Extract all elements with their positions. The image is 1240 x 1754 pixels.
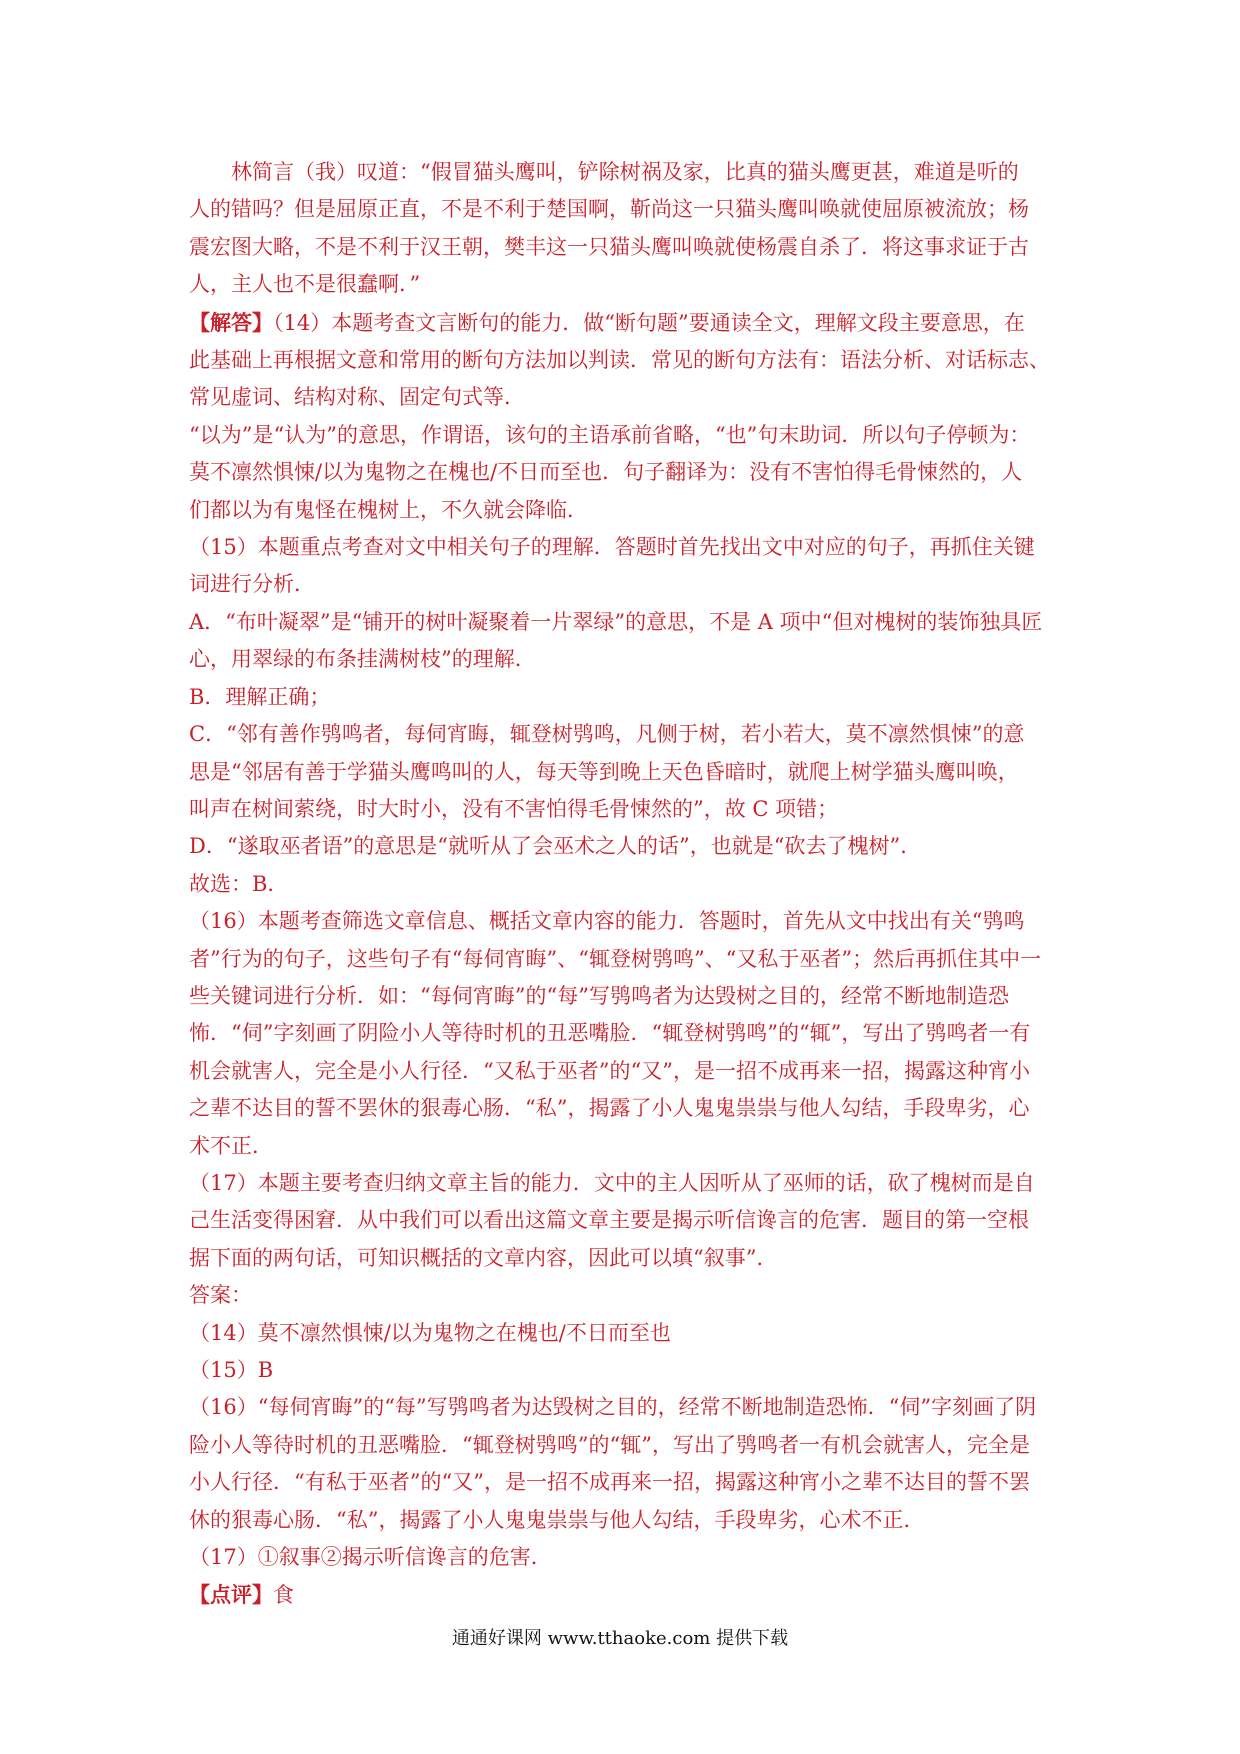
text-line: 据下面的两句话，可知识概括的文章内容，因此可以填“叙事”． xyxy=(189,1245,778,1270)
text-line: 震宏图大略，不是不利于汉王朝，樊丰这一只猫头鹰叫唤就使杨震自杀了．将这事求证于古 xyxy=(189,234,1029,259)
text-line: 故选：B． xyxy=(189,871,289,896)
text-line: B．理解正确； xyxy=(189,684,331,709)
text-line: 词进行分析． xyxy=(189,572,315,597)
answers-heading: 答案： xyxy=(189,1283,252,1308)
text-line: 者”行为的句子，这些句子有“每伺宵晦”、“辄登树鸮鸣”、“又私于巫者”；然后再抓住其中一 xyxy=(189,946,1042,971)
text-line: （14）莫不凛然惧悚/以为鬼物之在槐也/不日而至也 xyxy=(189,1320,671,1345)
jieda-label: 【解答】 xyxy=(189,309,273,335)
page-footer: 通通好课网 www.tthaoke.com 提供下载 xyxy=(451,1628,789,1649)
text-line: 小人行径．“有私于巫者”的“又”，是一招不成再来一招，揭露这种宵小之辈不达目的誓不罢 xyxy=(189,1470,1030,1495)
answer-q14 xyxy=(189,304,1059,529)
text-line: （17）①叙事②揭示听信谗言的危害． xyxy=(189,1545,552,1570)
document-body xyxy=(189,154,1059,1615)
text-line: 常见虚词、结构对称、固定句式等． xyxy=(189,385,525,410)
text-line: 林简言（我）叹道：“假冒猫头鹰叫，铲除树祸及家，比真的猫头鹰更甚，难道是听的 xyxy=(231,160,1019,184)
text-line: 莫不凛然惧悚/以为鬼物之在槐也/不日而至也．句子翻译为：没有不害怕得毛骨悚然的，人 xyxy=(189,460,1023,485)
text-line xyxy=(189,304,1059,342)
text-line: C．“邻有善作鸮鸣者，每伺宵晦，辄登树鸮鸣，凡侧于树，若小若大，莫不凛然惧悚”的意 xyxy=(189,722,1025,747)
text-line: D．“遂取巫者语”的意思是“就听从了会巫术之人的话”，也就是“砍去了槐树”． xyxy=(189,834,922,859)
text-line: 术不正． xyxy=(189,1133,273,1158)
text-line: 些关键词进行分析．如：“每伺宵晦”的“每”写鸮鸣者为达毁树之目的，经常不断地制造恐 xyxy=(189,983,1009,1008)
comment-section xyxy=(189,1576,1059,1614)
text-line xyxy=(189,1576,1059,1614)
text-line: 人，主人也不是很蠢啊．” xyxy=(189,272,421,297)
text-line: 险小人等待时机的丑恶嘴脸．“辄登树鸮鸣”的“辄”，写出了鸮鸣者一有机会就害人，完全是 xyxy=(189,1432,1030,1457)
text-line: 人的错吗？但是屈原正直，不是不利于楚国啊，靳尚这一只猫头鹰叫唤就使屈原被流放；杨 xyxy=(189,197,1029,222)
text-line: 们都以为有鬼怪在槐树上，不久就会降临． xyxy=(189,497,588,522)
text-line: 机会就害人，完全是小人行径．“又私于巫者”的“又”，是一招不成再来一招，揭露这种宵小 xyxy=(189,1058,1030,1083)
dianping-text: 食 xyxy=(273,1583,294,1608)
text-line: 心，用翠绿的布条挂满树枝”的理解． xyxy=(189,647,536,672)
text-line: 怖．“伺”字刻画了阴险小人等待时机的丑恶嘴脸．“辄登树鸮鸣”的“辄”，写出了鸮鸣者一有 xyxy=(189,1021,1031,1046)
answer-q17 xyxy=(189,1165,1059,1277)
text-line: 叫声在树间萦绕，时大时小，没有不害怕得毛骨悚然的”，故 C 项错； xyxy=(189,796,839,821)
text-line: 此基础上再根据文意和常用的断句方法加以判读．常见的断句方法有：语法分析、对话标志、 xyxy=(189,348,1050,373)
text-line: （16）“每伺宵晦”的“每”写鸮鸣者为达毁树之目的，经常不断地制造恐怖．“伺”字刻画了阴 xyxy=(189,1395,1037,1420)
text-line: “以为”是“认为”的意思，作谓语，该句的主语承前省略，“也”句末助词．所以句子停顿为： xyxy=(189,422,1031,447)
text-line: 休的狠毒心肠．“私”，揭露了小人鬼鬼祟祟与他人勾结，手段卑劣，心术不正． xyxy=(189,1507,925,1532)
text-segment: （14）本题考查文言断句的能力．做“断句题”要通读全文，理解文段主要意思，在 xyxy=(273,310,1025,335)
translation-paragraph xyxy=(189,154,1059,304)
text-line: （17）本题主要考查归纳文章主旨的能力．文中的主人因听从了巫师的话，砍了槐树而是自 xyxy=(189,1170,1035,1195)
answer-q16 xyxy=(189,903,1059,1165)
answer-q15 xyxy=(189,529,1059,903)
text-line: A．“布叶凝翠”是“铺开的树叶凝聚着一片翠绿”的意思，不是 A 项中“但对槐树的装饰独具匠 xyxy=(189,609,1043,634)
text-line: （15）B xyxy=(189,1358,274,1382)
answers-section xyxy=(189,1277,1059,1576)
dianping-label: 【点评】 xyxy=(189,1582,273,1608)
text-line: （15）本题重点考查对文中相关句子的理解．答题时首先找出文中对应的句子，再抓住关键 xyxy=(189,535,1035,560)
text-line: 思是“邻居有善于学猫头鹰鸣叫的人，每天等到晚上天色昏暗时，就爬上树学猫头鹰叫唤， xyxy=(189,759,1019,784)
text-line: 己生活变得困窘．从中我们可以看出这篇文章主要是揭示听信谗言的危害．题目的第一空根 xyxy=(189,1208,1029,1233)
text-line: 之辈不达目的誓不罢休的狠毒心肠．“私”，揭露了小人鬼鬼祟祟与他人勾结，手段卑劣，心 xyxy=(189,1096,1030,1121)
text-line: （16）本题考查筛选文章信息、概括文章内容的能力．答题时，首先从文中找出有关“鸮鸣 xyxy=(189,909,1025,934)
